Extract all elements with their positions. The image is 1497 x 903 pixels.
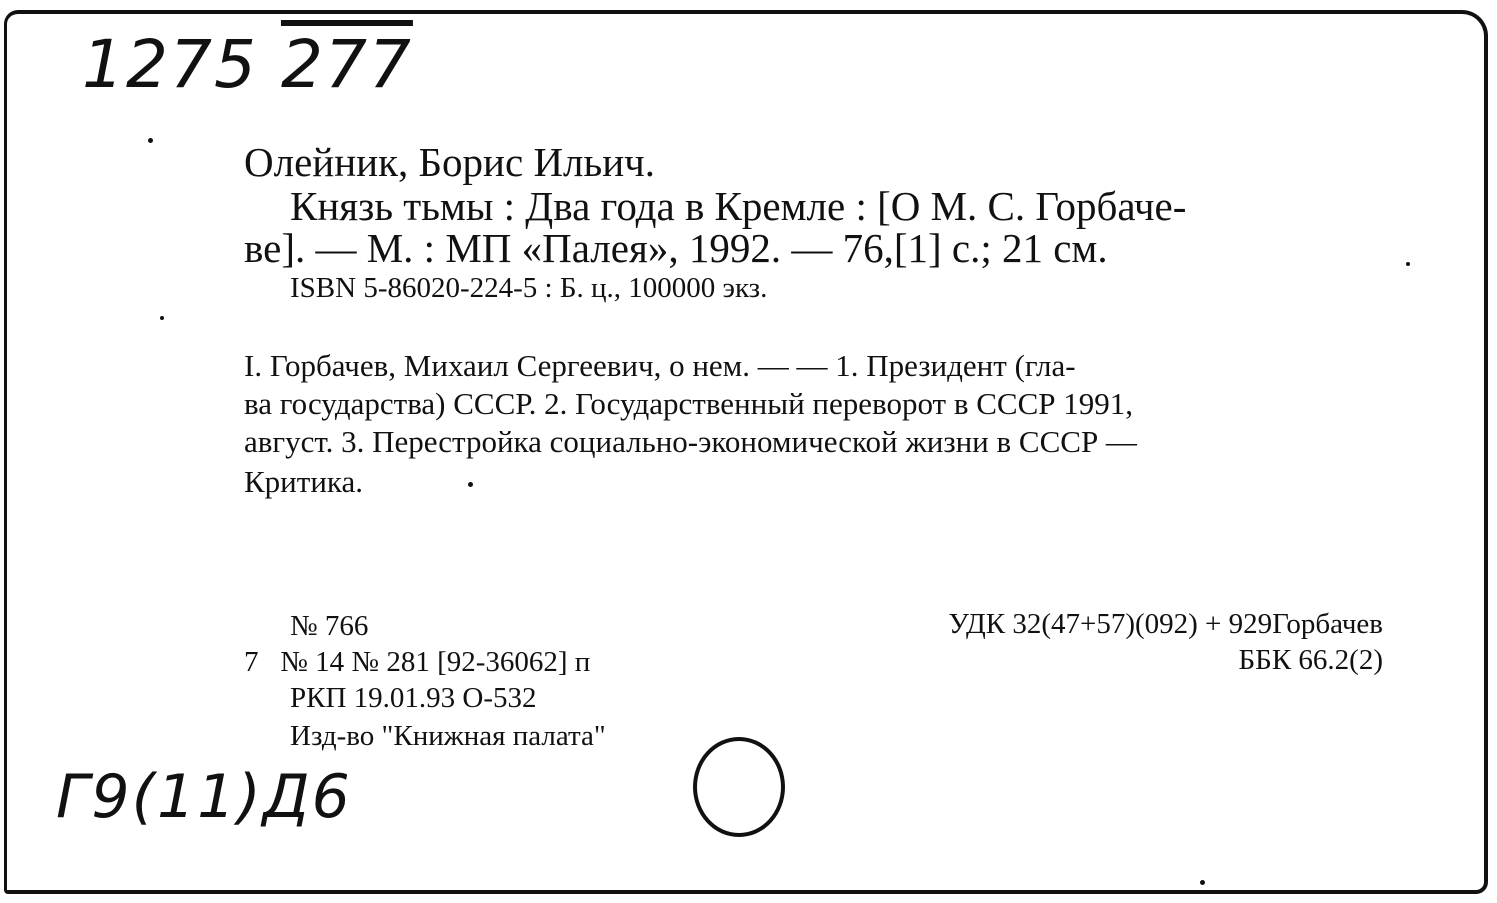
title-line-2: ве]. — М. : МП «Палея», 1992. — 76,[1] с.; 21 см. bbox=[244, 225, 1108, 271]
bbk-code: ББК 66.2(2) bbox=[1238, 644, 1383, 676]
scan-speck bbox=[148, 138, 153, 143]
scan-speck bbox=[1406, 262, 1410, 266]
registration-row bbox=[244, 648, 590, 677]
scan-speck bbox=[1200, 880, 1205, 885]
scan-speck bbox=[468, 482, 473, 487]
rkp-line: РКП 19.01.93 О-532 bbox=[290, 682, 537, 714]
subject-line-1: I. Горбачев, Михаил Сергеевич, о нем. — — 1. Президент (гла- bbox=[244, 348, 1076, 383]
isbn-line: ISBN 5-86020-224-5 : Б. ц., 100000 экз. bbox=[290, 272, 768, 304]
publisher-line: Изд-во "Книжная палата" bbox=[290, 720, 606, 752]
subject-line-4: Критика. bbox=[244, 464, 364, 499]
udk-code: УДК 32(47+57)(092) + 929Горбачев bbox=[948, 608, 1383, 640]
handwritten-number-part2: 277 bbox=[280, 26, 413, 103]
subject-line-3: август. 3. Перестройка социально-экономической жизни в СССР — bbox=[244, 424, 1137, 459]
handwritten-number-part1: 1275 bbox=[82, 26, 258, 103]
registration-prefix: 7 bbox=[244, 646, 259, 678]
subject-line-2: ва государства) СССР. 2. Государственный переворот в СССР 1991, bbox=[244, 386, 1133, 421]
registration-text: № 14 № 281 [92-36062] п bbox=[280, 646, 591, 678]
title-line-1: Князь тьмы : Два года в Кремле : [О М. С. Горбаче- bbox=[290, 183, 1187, 229]
author-heading: Олейник, Борис Ильич. bbox=[244, 139, 656, 185]
circle-stamp bbox=[693, 737, 785, 837]
scan-speck bbox=[160, 316, 164, 320]
handwritten-call-number bbox=[82, 26, 413, 103]
card-number: № 766 bbox=[290, 610, 369, 642]
handwritten-shelf-mark: Г9(11)Д6 bbox=[56, 762, 352, 832]
